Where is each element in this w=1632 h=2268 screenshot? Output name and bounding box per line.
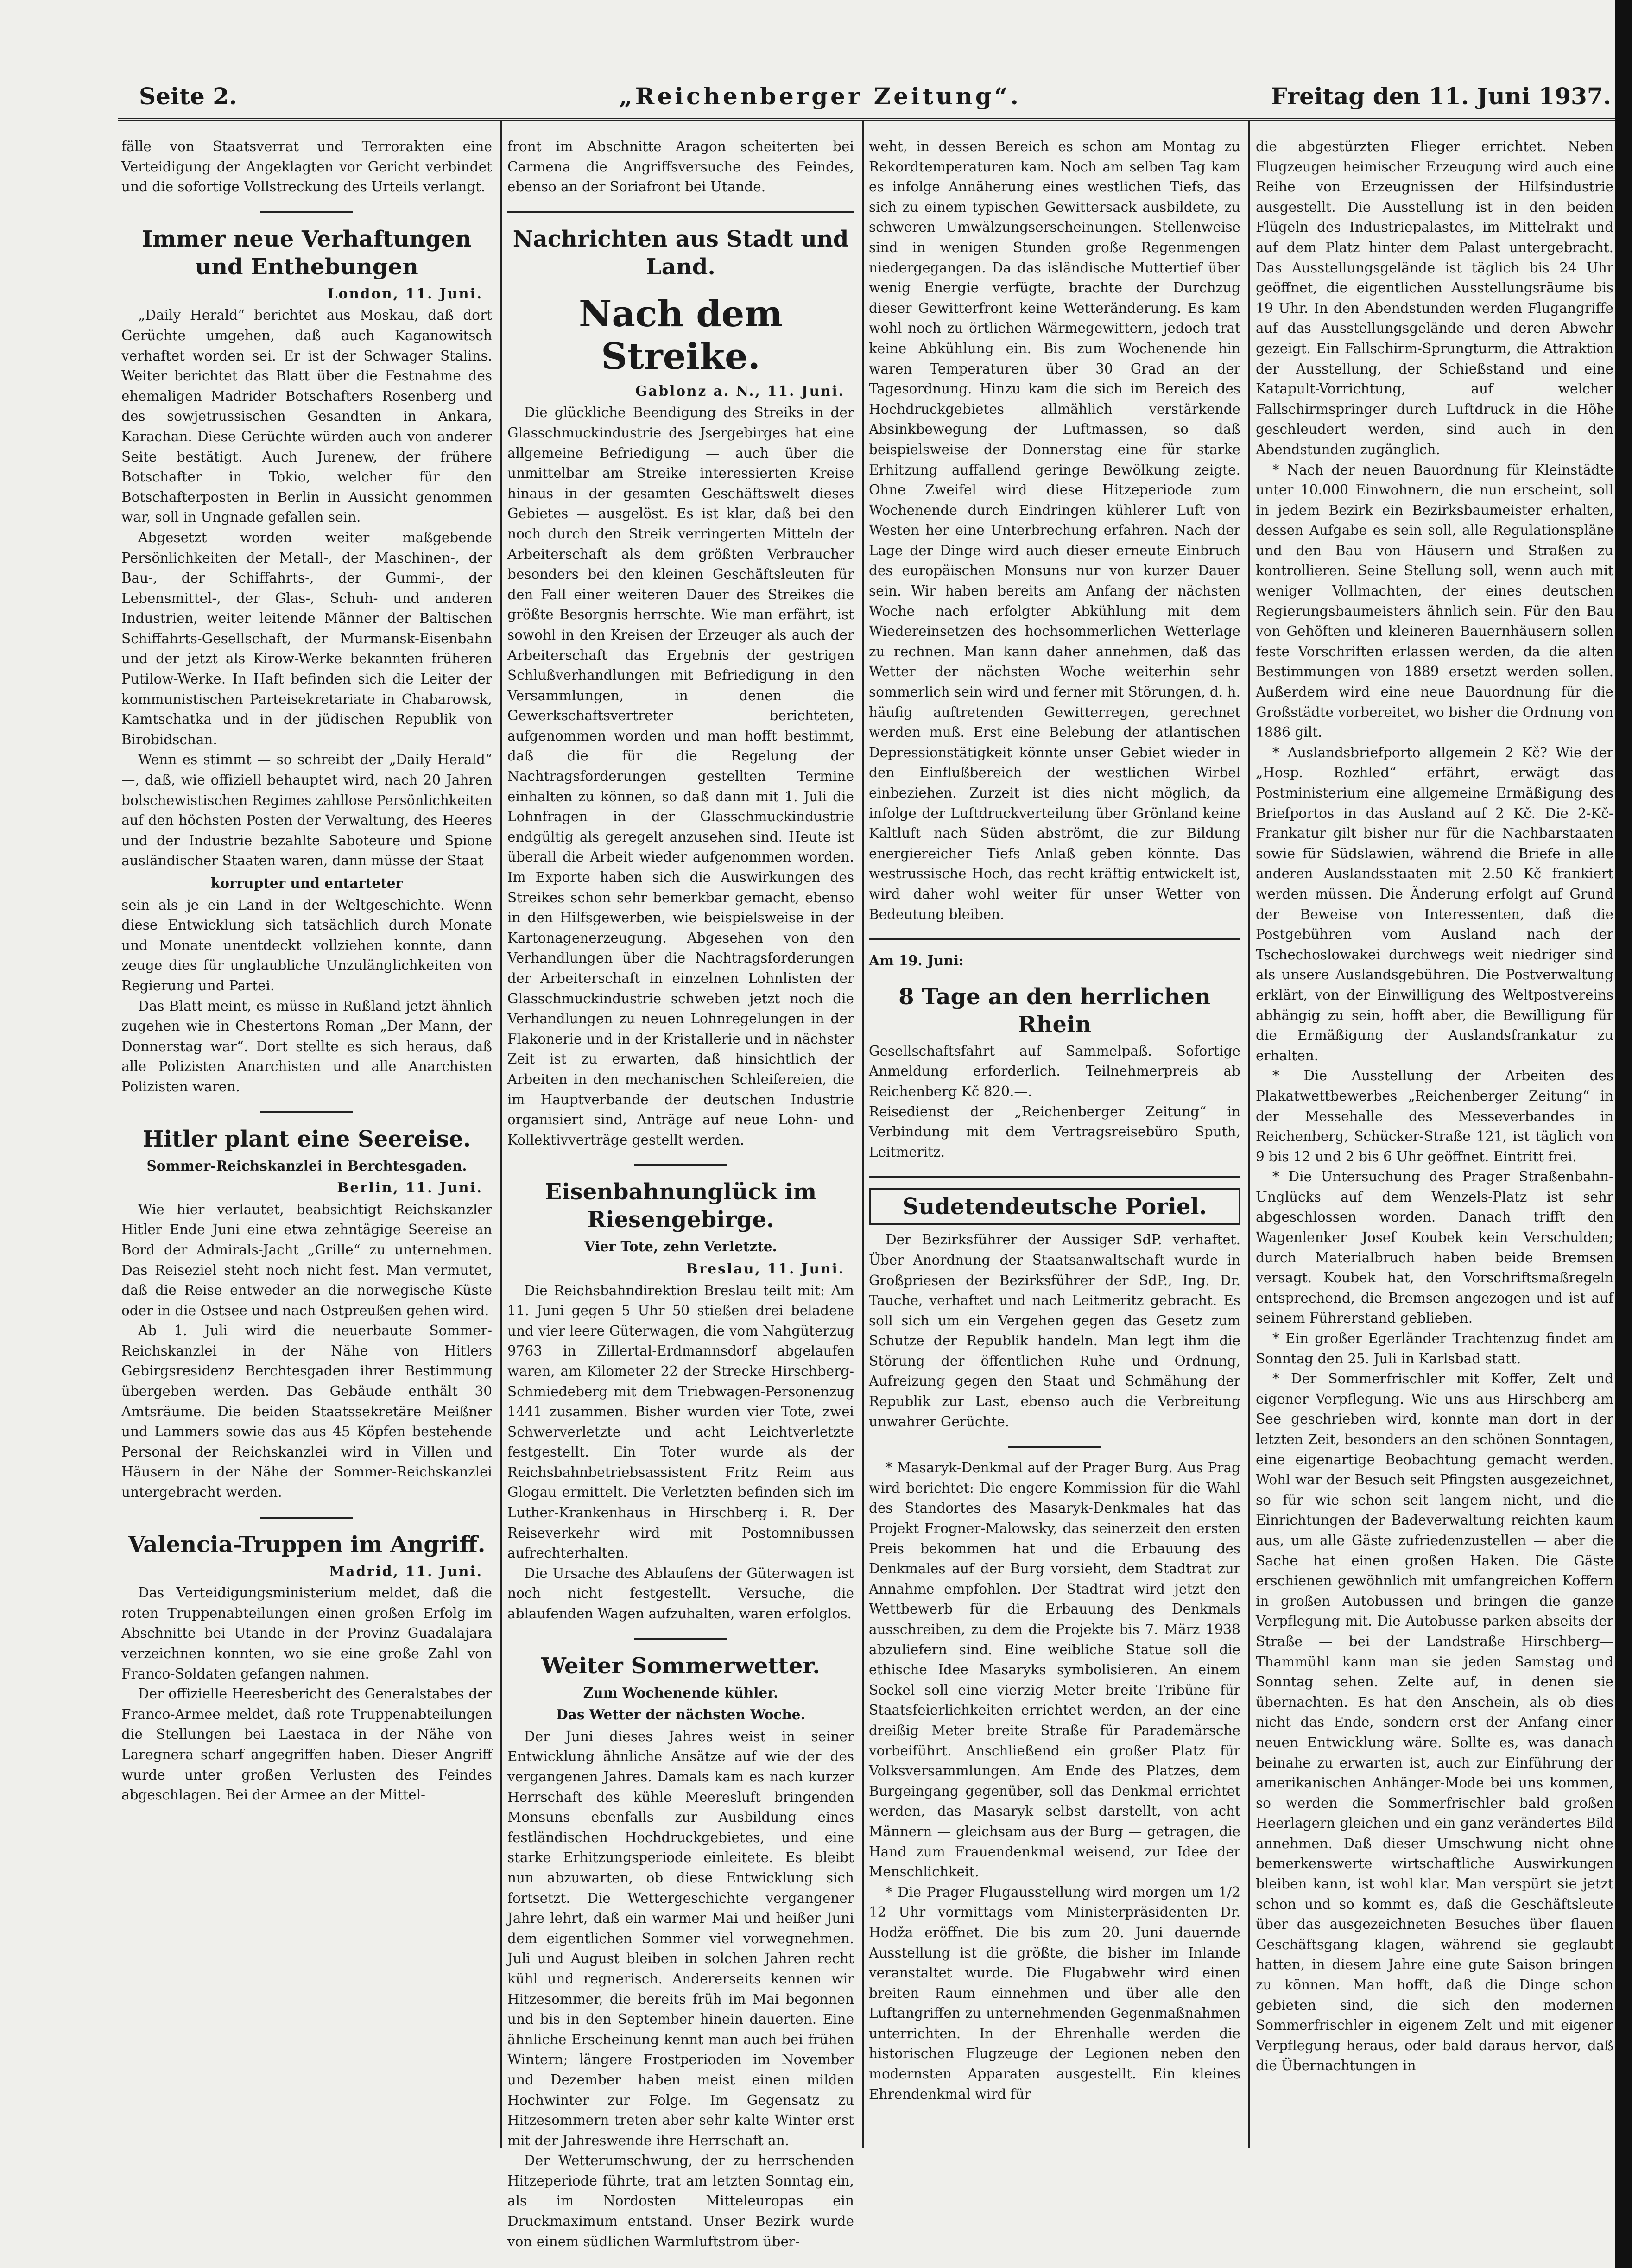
dateline: London, 11. Juni. (327, 285, 483, 302)
headline-arrests: Immer neue Verhaftungen und Enthebungen (142, 226, 472, 280)
column-1 (121, 137, 492, 2153)
column-divider (500, 121, 502, 2148)
paragraph: * Ein großer Egerländer Trachtenzug findet am Sonntag den 25. Juli in Karlsbad statt. (1256, 1330, 1613, 1367)
paragraph: * Der Sommerfrischler mit Koffer, Zelt und eigener Verpflegung. Wie uns aus Hirschberg am See geschrieben wird, konnte man dort in der letzten Zeit, besonders an den schönen Sonntagen, eine eigenartige Beobachtung gemacht werden. Wohl war der Besuch seit Pfingsten ausgezeichnet, so für wie schon seit langem nicht, und die Einrichtungen der Badeverwaltung reichten kaum aus, um alle Gäste zufriedenzustellen — aber die Sache hat einen großen Haken. Die Gäste erschienen gewöhnlich mit umfangreichen Koffern in großen Autobussen und bringen die ganze Verpflegung mit. Die Autobusse parken abseits der Straße — bei der Landstraße Hirschberg—Thammühl kann man sie jeden Samstag und Sonntag sehen. Zelte auf, in denen sie übernachten. Es hat den Anschein, als ob dies nicht das Ende, sondern erst der Anfang einer neuen Entwicklung wäre. Sollte es, was danach beinahe zu erwarten ist, auch zur Einführung der amerikanischen Anhänger-Mode bei uns kommen, so werden die Sommerfrischler bald großen Heerlagern gleichen und ein ganz verändertes Bild annehmen. Daß dieser Umschwung nicht ohne bemerkenswerte wirtschaftliche Auswirkungen bleiben kann, ist wohl klar. Man verspürt sie jetzt schon und so kommt es, daß die Geschäftsleute über das ausgezeichneten Besuches über flauen Geschäftsgang klagen, während sie geglaubt hatten, in diesem Jahre eine gute Saison bringen zu können. Man hofft, daß die Dinge schon gebieten sind, die sich den modernen Sommerfrischler in eigenem Zelt und mit eigener Verpflegung heraus, oder bald daraus hervor, daß die Übernachtungen in (1256, 1371, 1613, 2074)
issue-date: Freitag den 11. Juni 1937. (1271, 82, 1611, 110)
dateline: Berlin, 11. Juni. (337, 1179, 483, 1196)
column-divider (1248, 121, 1250, 2148)
headline-strike: Nach dem Streike. (579, 292, 783, 378)
column-4 (1256, 137, 1613, 2153)
paragraph: Ab 1. Juli wird die neuerbaute Sommer-Reichskanzlei in der Nähe von Hitlers Gebirgsresidenz Berchtesgaden ihrer Bestimmung übergeben werden. Das Gebäude enthält 30 Amtsräume. Die beiden Staatssekretäre Meißner und Lammers sowie das aus 45 Köpfen bestehende Personal der Reichskanzlei wird in Villen und Häusern in der Nähe der Sommer-Reichskanzlei untergebracht werden. (121, 1323, 492, 1501)
subheadline: Vier Tote, zehn Verletzte. (584, 1238, 777, 1255)
headline-hitler: Hitler plant eine Seereise. (142, 1126, 471, 1152)
subheadline: Sommer-Reichskanzlei in Berchtesgaden. (146, 1157, 467, 1174)
paragraph: sein als je ein Land in der Weltgeschichte. Wenn diese Entwicklung sich tatsächlich durch Monate und Monate unentdeckt vollziehen konnte, dann zeuge dies für unglaubliche Unzulänglichkeiten von Regierung und Partei. (121, 897, 492, 994)
dateline: Madrid, 11. Juni. (329, 1563, 483, 1579)
article-continuation: fälle von Staatsverrat und Terrorakten eine Verteidigung der Angeklagten vor Gericht verbindet und die sofortige Vollstreckung des Urteils verlangt. (121, 139, 492, 195)
article-continuation: weht, in dessen Bereich es schon am Montag zu Rekordtemperaturen kam. Noch am selben Tag kam es infolge Annäherung eines westlichen Tiefs, das sich zu einem typischen Gewittersack ausbildete, zu schweren Umwälzungserscheinungen. Stellenweise sind in wenigen Stunden große Regenmengen niedergegangen. Da das isländische Muttertief über wenig Energie verfügte, brachte der Durchzug dieser Gewitterfront keine Wetteränderung. Es kam wohl noch zu örtlichen Wärmegewittern, jedoch trat keine Abkühlung ein. Bis zum Wochenende hin waren Temperaturen über 30 Grad an der Tagesordnung. Hinzu kam die sich im Bereich des Hochdruckgebietes allmählich verstärkende Absinkbewegung der Luftmassen, so daß beispielsweise der Donnerstag eine für starke Erhitzung auffallend geringe Bewölkung zeigte. Ohne Zweifel wird diese Hitzeperiode zum Wochenende durch Eindringen kühlerer Luft von Westen her eine Unterbrechung erfahren. Nach der Lage der Dinge wird auch dieser erneute Einbruch des europäischen Monsuns nur von kurzer Dauer sein. Wir haben bereits am Anfang der nächsten Woche nach erfolgter Abkühlung mit dem Wiedereinsetzen des hochsommerlichen Wetterlage zu rechnen. Man kann daher annehmen, daß das Wetter der nächsten Woche weiterhin sehr sommerlich sein wird und ferner mit Störungen, d. h. häufig auftretenden Gewitterregen, gerechnet werden muß. Erst eine Belebung der atlantischen Depressionstätigkeit könnte unser Gebiet wieder in den Einflußbereich der westlichen Wirbel einbeziehen. Zurzeit ist dies nicht möglich, da infolge der Luftdruckverteilung über Grönland keine Kaltluft nach Süden abströmt, die zur Bildung energiereicher Tiefs Anlaß geben könnte. Das westrussische Hoch, das recht kräftig entwickelt ist, wird daher wohl weiter für unser Wetter von Bedeutung bleiben. (869, 139, 1240, 922)
separator (1008, 1446, 1101, 1448)
paragraph: Der Wetterumschwung, der zu herrschenden Hitzeperiode führte, trat am letzten Sonntag ein, als im Nordosten Mitteleuropas ein Druckmaximum entstand. Unser Bezirk wurde von einem südlichen Warmluftstrom über- (507, 2153, 854, 2249)
separator (634, 1164, 727, 1166)
scan-edge (1615, 0, 1632, 2268)
ad-footer: Reisedienst der „Reichenberger Zeitung“ in Verbindung mit dem Vertragsreisebüro Sputh, Leitmeritz. (869, 1103, 1240, 1160)
paragraph: Der offizielle Heeresbericht des Generalstabes der Franco-Armee meldet, daß rote Truppenabteilungen die Stellungen bei Laestaca in der Nähe von Laregnera scharf angegriffen haben. Dieser Angriff wurde unter großen Verlusten des Feindes abgeschlagen. Bei der Armee an der Mittel- (121, 1686, 492, 1803)
column-3 (869, 137, 1240, 2153)
paragraph: „Daily Herald“ berichtet aus Moskau, daß dort Gerüchte umgehen, daß auch Kaganowitsch verhaftet worden sei. Er ist der Schwager Stalins. Weiter berichtet das Blatt über die Festnahme des ehemaligen Madrider Botschafters Rosenberg und des sowjetrussischen Gesandten in Ankara, Karachan. Diese Gerüchte würden auch von anderer Seite bestätigt. Auch Jurenew, der frühere Botschafter in Tokio, welcher für den Botschafterposten in Berlin in Aussicht genommen war, soll in Ungnade gefallen sein. (121, 307, 492, 526)
ad-headline: 8 Tage an den herrlichen Rhein (898, 983, 1211, 1038)
ad-body: Gesellschaftsfahrt auf Sammelpaß. Sofortige Anmeldung erforderlich. Teilnehmerpreis ab Reichenberg Kč 820.—. (869, 1043, 1240, 1099)
paragraph: Der Bezirksführer der Aussiger SdP. verhaftet. Über Anordnung der Staatsanwaltschaft wurde in Großpriesen der Bezirksführer der SdP., Ing. Dr. Tauche, verhaftet und nach Leitmeritz gebracht. Es soll sich um ein Vergehen gegen das Gesetz zum Schutze der Republik handeln. Man legt ihm die Störung der öffentlichen Ruhe und Ordnung, Aufreizung gegen den Staat und Schmähung der Republik zur Last, ebenso auch die Verbreitung unwahrer Gerüchte. (869, 1232, 1240, 1430)
dateline: Breslau, 11. Juni. (686, 1260, 845, 1277)
paragraph: Wie hier verlautet, beabsichtigt Reichskanzler Hitler Ende Juni eine etwa zehntägige Seereise an Bord der Admirals-Jacht „Grille“ zu unternehmen. Das Reiseziel steht noch nicht fest. Man vermutet, daß die Reise entweder an die norwegische Küste oder in die Ostsee und nach Ostpreußen gehen wird. (121, 1201, 492, 1318)
paragraph: Wenn es stimmt — so schreibt der „Daily Herald“ —, daß, wie offiziell behauptet wird, nach 20 Jahren bolschewistischen Regimes zahllose Persönlichkeiten auf den höchsten Posten der Verwaltung, des Heeres und der Industrie bezahlte Saboteure und Spione ausländischer Staaten waren, dann müsse der Staat (121, 752, 492, 869)
paragraph: Der Juni dieses Jahres weist in seiner Entwicklung ähnliche Ansätze auf wie der des vergangenen Jahres. Damals kam es nach kurzer Herrschaft des kühle Meeresluft bringenden Monsuns ebenfalls zur Ausbildung eines festländischen Hochdruckgebietes, und eine starke Erhitzungsperiode einleitete. Es bleibt nun abzuwarten, ob diese Entwicklung sich fortsetzt. Die Wettergeschichte vergangener Jahre lehrt, daß ein warmer Mai und heißer Juni dem eigentlichen Sommer viel vorwegnehmen. Juli und August bleiben in solchen Jahren recht kühl und regnerisch. Andererseits kennen wir Hitzesommer, die bereits früh im Mai begonnen und bis in den September hinein dauerten. Eine ähnliche Erscheinung kennt man auch bei frühen Wintern; längere Frostperioden im November und Dezember haben meist einen milden Hochwinter zur Folge. Im Gegensatz zu Hitzesommern treten aber sehr kalte Winter erst mit der Jahreswende ihre Herrschaft an. (507, 1728, 854, 2148)
ad-date: Am 19. Juni: (869, 952, 964, 969)
paragraph: Die Ursache des Ablaufens der Güterwagen ist noch nicht festgestellt. Versuche, die ablaufenden Wagen aufzuhalten, waren erfolglos. (507, 1565, 854, 1622)
paragraph: Abgesetzt worden weiter maßgebende Persönlichkeiten der Metall-, der Maschinen-, der Bau-, der Schiffahrts-, der Gummi-, der Lebensmittel-, der Glas-, Schuh- und anderen Industrien, weiter leitende Männer der Baltischen Schiffahrts-Gesellschaft, der Murmansk-Eisenbahn und der jetzt als Kirow-Werke bekannten früheren Putilow-Werke. In Haft befinden sich die Leiter der kommunistischen Parteisekretariate in Chabarowsk, Kamtschatka und in der jüdischen Republik von Birobidschan. (121, 529, 492, 748)
separator (507, 211, 854, 213)
subheadline: Das Wetter der nächsten Woche. (556, 1706, 805, 1723)
separator (634, 1638, 727, 1640)
subheadline: Zum Wochenende kühler. (583, 1684, 778, 1701)
paragraph: Das Verteidigungsministerium meldet, daß die roten Truppenabteilungen einen großen Erfolg im Abschnitte bei Utande in der Provinz Guadalajara verzeichnen konnten, wo sie eine große Zahl von Franco-Soldaten gefangen nahmen. (121, 1585, 492, 1682)
section-heading-sudeten: Sudetendeutsche Poriel. (869, 1188, 1240, 1225)
dateline: Gablonz a. N., 11. Juni. (635, 382, 845, 399)
separator (260, 211, 353, 213)
section-heading: Nachrichten aus Stadt und Land. (512, 226, 849, 280)
masthead-title: „Reichenberger Zeitung“. (619, 82, 1021, 110)
paragraph: * Nach der neuen Bauordnung für Kleinstädte unter 10.000 Einwohnern, die nun erscheint, soll in jedem Bezirk ein Bezirksbaumeister erhalten, dessen Aufgabe es sein soll, alle Regulationspläne und den Bau von Häusern und Straßen zu kontrollieren. Seine Stellung soll, wenn auch mit weniger Vollmachten, der eines deutschen Regierungsbaumeisters ähnlich sein. Für den Bau von Gehöften und kleineren Bauernhäusern sollen feste Vorschriften erlassen werden, da die alten Bestimmungen von 1889 ersetzt werden sollen. Außerdem wird eine neue Bauordnung für die Großstädte vorbereitet, wo bisher die Ordnung von 1886 gilt. (1256, 462, 1613, 741)
paragraph: Das Blatt meint, es müsse in Rußland jetzt ähnlich zugehen wie in Chestertons Roman „Der Mann, der Donnerstag war“. Dort stellte es sich heraus, daß alle Polizisten Anarchisten und alle Anarchisten Polizisten waren. (121, 998, 492, 1095)
header-rule (118, 118, 1618, 121)
page-number: Seite 2. (139, 82, 237, 110)
headline-weather: Weiter Sommerwetter. (541, 1653, 820, 1679)
separator (260, 1111, 353, 1113)
headline-valencia: Valencia-Truppen im Angriff. (128, 1531, 486, 1558)
column-divider (862, 121, 864, 2148)
paragraph: * Masaryk-Denkmal auf der Prager Burg. Aus Prag wird berichtet: Die engere Kommission für die Wahl des Standortes des Masaryk-Denkmales hat das Projekt Frogner-Malowsky, das seinerzeit den ersten Preis bekommen hat und die Erbauung des Denkmales auf der Burg vorsieht, dem Stadtrat zur Annahme empfohlen. Der Stadtrat wird jetzt den Wettbewerb für die Erbauung des Denkmals ausschreiben, zu dem die Projekte bis 7. März 1938 abzuliefern sind. Eine weibliche Statue soll die ethische Idee Masaryks symbolisieren. An einem Sockel soll eine vierzig Meter breite Tribüne für Staatsfeierlichkeiten errichtet werden, an der eine dreißig Meter breite Straße für Parademärsche vorbeiführt. Anschließend ein großer Platz für Volksversammlungen. Am Ende des Platzes, dem Burgeingang gegenüber, soll das Denkmal errichtet werden, das Masaryk selbst darstellt, von acht Männern — gleichsam aus der Burg — getragen, die Hand zum Frauendenkmal weisend, zur Idee der Menschlichkeit. (869, 1460, 1240, 1880)
separator (260, 1517, 353, 1519)
paragraph: * Die Prager Flugausstellung wird morgen um 1/2 12 Uhr vormittags vom Ministerpräsidenten Dr. Hodža eröffnet. Die bis zum 20. Juni dauernde Ausstellung ist die größte, die bisher im Inlande veranstaltet wurde. Die Flugabwehr wird einen breiten Raum einnehmen und über alle den Luftangriffen zu unternehmenden Gegenmaßnahmen unterrichten. In der Ehrenhalle werden die historischen Flugzeuge der Legionen neben den modernsten Apparaten ausgestellt. Ein kleines Ehrendenkmal wird für (869, 1884, 1240, 2102)
emphasis-line: korrupter und entarteter (210, 875, 403, 891)
paragraph: * Die Ausstellung der Arbeiten des Plakatwettbewerbes „Reichenberger Zeitung“ in der Messehalle des Messeverbandes in Reichenberg, Schücker-Straße 121, ist täglich von 9 bis 12 und 2 bis 6 Uhr geöffnet. Eintritt frei. (1256, 1068, 1613, 1165)
paragraph: Die glückliche Beendigung des Streiks in der Glasschmuckindustrie des Jsergebirges hat eine allgemeine Befriedigung — auch über die unmittelbar am Streike interessierten Kreise hinaus in der gesamten Geschäftswelt dieses Gebietes — ausgelöst. Es ist klar, daß bei den noch durch den Streik verringerten Mitteln der Arbeiterschaft als dem größten Verbraucher besonders bei den kleinen Geschäftsleuten für den Fall einer weiteren Dauer des Streikes die größte Besorgnis herrschte. Wie man erfährt, ist sowohl in den Kreisen der Erzeuger als auch der Arbeiterschaft das Ergebnis der gestrigen Schlußverhandlungen mit Befriedigung in den Versammlungen, in denen die Gewerkschaftsvertreter berichteten, aufgenommen worden und man hofft bestimmt, daß die für die Regelung der Nachtragsforderungen gestellten Termine einhalten zu können, so daß dann mit 1. Juli die Lohnfragen in der Glasschmuckindustrie endgültig als geregelt anzusehen sind. Heute ist überall die Arbeit wieder aufgenommen worden. Im Exporte haben sich die Auswirkungen des Streikes schon sehr bemerkbar gemacht, ebenso in den Hilfsgewerben, wie beispielsweise in der Kartonagenerzeugung. Abgesehen von den Verhandlungen über die Nachtragsforderungen der Arbeiterschaft in einzelnen Lohnlisten der Glasschmuckindustrie schweben jetzt noch die Verhandlungen zu neuen Lohnregelungen in der Flakonerie und in der Kristallerie und in nächster Zeit ist zu erwarten, daß hinsichtlich der Arbeiten in den mechanischen Schleifereien, die im Hauptverbande der deutschen Industrie organisiert sind, Anträge auf neue Lohn- und Kollektivverträge gestellt werden. (507, 405, 854, 1148)
separator (869, 1176, 1240, 1178)
column-2 (507, 137, 854, 2249)
separator (869, 938, 1240, 940)
article-continuation: front im Abschnitte Aragon scheiterten bei Carmena die Angriffsversuche des Feindes, ebenso an der Soriafront bei Utande. (507, 139, 854, 195)
paragraph: * Auslandsbriefporto allgemein 2 Kč? Wie der „Hosp. Rozhled“ erfährt, erwägt das Postministerium eine allgemeine Ermäßigung des Briefportos in das Ausland auf 2 Kč. Die 2-Kč-Frankatur gilt bisher nur für die Nachbarstaaten sowie für Südslawien, während die Briefe in alle anderen Auslandsstaaten mit 2.50 Kč frankiert werden müssen. Die Änderung erfolgt auf Grund der Beweise von Interessenten, daß die Postgebühren vom Ausland nach der Tschechoslowakei durchwegs weit niedriger sind als unsere Auslandsgebühren. Die Postverwaltung erklärt, von der Einwilligung des Weltpostvereins abhängig zu sein, hofft aber, die Bewilligung für die Ermäßigung der Auslandsfrankatur zu erhalten. (1256, 744, 1613, 1064)
headline-rail-accident: Eisenbahnunglück im Riesengebirge. (544, 1179, 817, 1233)
paragraph: Die Reichsbahndirektion Breslau teilt mit: Am 11. Juni gegen 5 Uhr 50 stießen drei beladene und vier leere Güterwagen, die vom Nahgüterzug 9763 in Zillertal-Erdmannsdorf abgelaufen waren, am Kilometer 22 der Strecke Hirschberg-Schmiedeberg mit dem Triebwagen-Personenzug 1441 zusammen. Bisher wurden vier Tote, zwei Schwerverletzte und acht Leichtverletzte festgestellt. Ein Toter wurde als der Reichsbahnbetriebsassistent Fritz Reim aus Glogau ermittelt. Die Verletzten befinden sich im Luther-Krankenhaus in Hirschberg i. R. Der Reiseverkehr wird mit Postomnibussen aufrechterhalten. (507, 1282, 854, 1561)
article-continuation: die abgestürzten Flieger errichtet. Neben Flugzeugen heimischer Erzeugung wird auch eine Reihe von Erzeugnissen der Hilfsindustrie ausgestellt. Die Ausstellung ist in den beiden Flügeln des Industriepalastes, im Mittelrakt und auf dem Platz hinter dem Palast untergebracht. Das Ausstellungsgelände ist täglich bis 24 Uhr geöffnet, die eigentlichen Ausstellungsräume bis 19 Uhr. In den Abendstunden werden Flugangriffe auf das Ausstellungsgelände und deren Abwehr gezeigt. Ein Fallschirm-Sprungturm, die Attraktion der Ausstellung, der Schießstand und eine Katapult-Vorrichtung, auf welcher Fallschirmspringer durch Luftdruck in die Höhe geschleudert werden, sind auch in den Abendstunden zugänglich. (1256, 139, 1613, 457)
paragraph: * Die Untersuchung des Prager Straßenbahn-Unglücks auf dem Wenzels-Platz ist sehr abgeschlossen worden. Danach trifft den Wagenlenker Josef Koubek kein Verschulden; durch Materialbruch haben beide Bremsen versagt. Koubek hat, den Vorschriftsmaßregeln entsprechend, die Bremsen angezogen und ist auf seinem Führerstand geblieben. (1256, 1169, 1613, 1326)
